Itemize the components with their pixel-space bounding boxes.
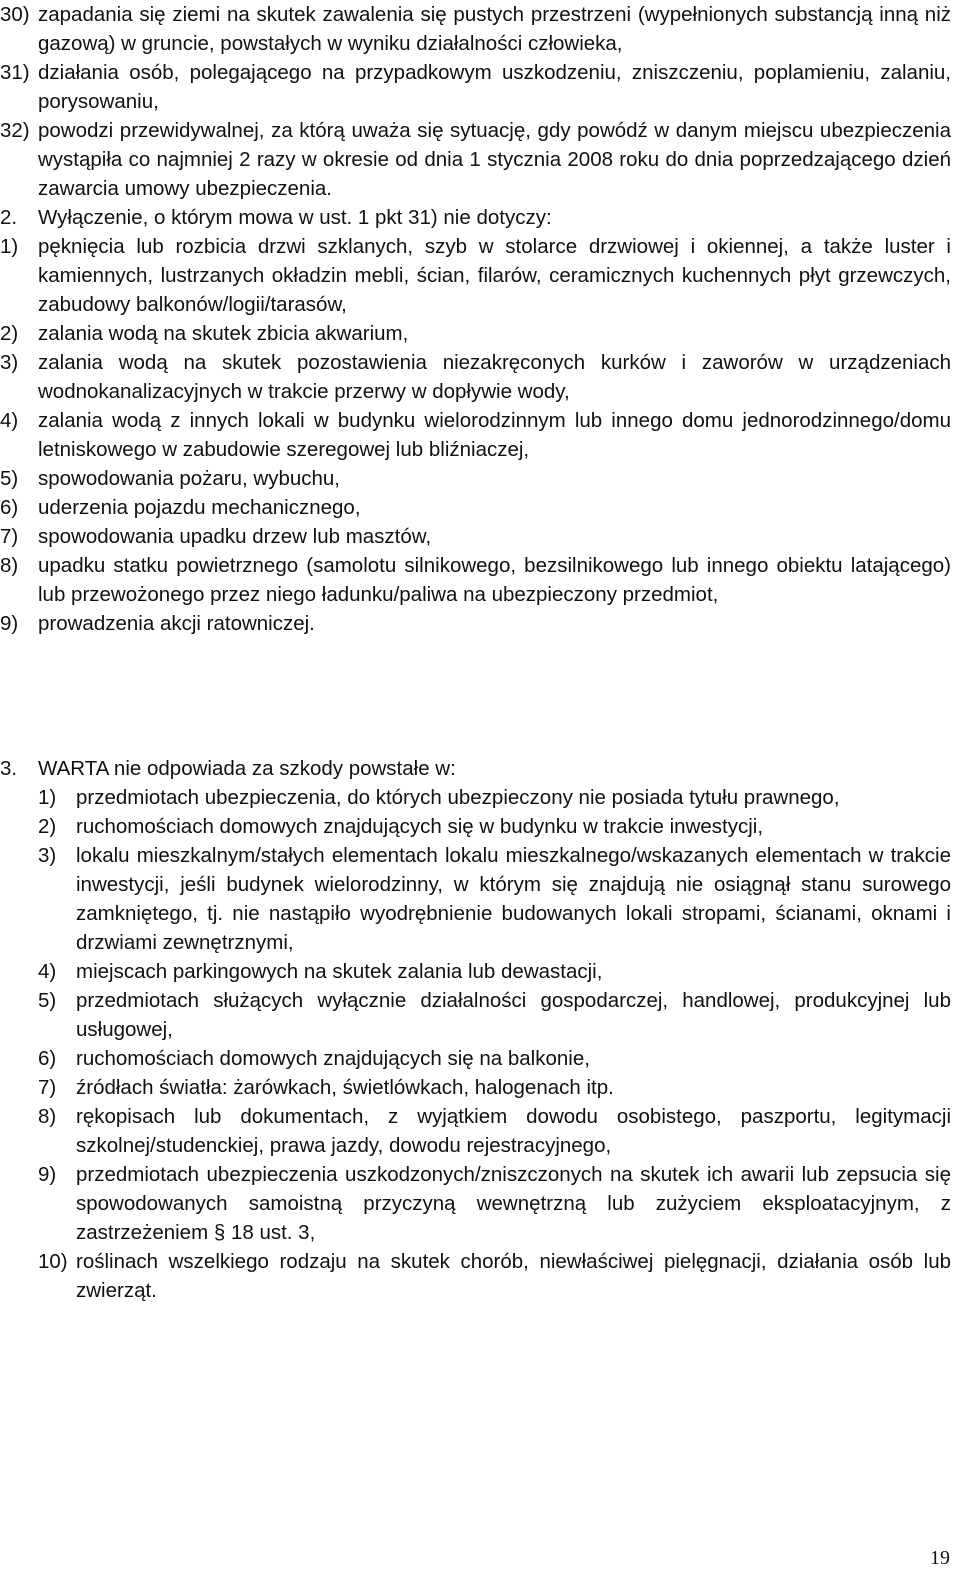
item-text: przedmiotach ubezpieczenia uszkodzonych/zniszczonych na skutek ich awarii lub zepsucia się spowodowanych samoistną przyczyną wewnętrzną lub zużyciem eksploatacyjnym, z zastrzeżeniem § 18 ust. 3,	[76, 1163, 951, 1244]
list-item	[38, 1073, 951, 1102]
item-number: 2)	[38, 815, 57, 838]
list-item	[38, 1044, 951, 1073]
item-number: 6)	[0, 496, 19, 519]
item-text: uderzenia pojazdu mechanicznego,	[38, 496, 361, 519]
list-item	[0, 116, 951, 203]
item-number: 32)	[0, 119, 30, 142]
item-number: 4)	[38, 960, 57, 983]
list-item	[38, 957, 951, 986]
list-item	[0, 522, 951, 551]
item-number: 6)	[38, 1047, 57, 1070]
item-text: ruchomościach domowych znajdujących się na balkonie,	[76, 1047, 590, 1070]
list-item	[0, 609, 951, 638]
list-item	[0, 406, 951, 464]
item-text: przedmiotach ubezpieczenia, do których ubezpieczony nie posiada tytułu prawnego,	[76, 786, 840, 809]
item-number: 2)	[0, 322, 19, 345]
item-number: 9)	[38, 1163, 57, 1186]
section-2-heading	[0, 203, 951, 232]
item-number: 7)	[38, 1076, 57, 1099]
section-3-heading	[0, 754, 951, 783]
item-text: zalania wodą na skutek pozostawienia niezakręconych kurków i zaworów w urządzeniach wodnokanalizacyjnych w trakcie przerwy w dopływie wody,	[38, 351, 951, 403]
list-item	[38, 783, 951, 812]
item-text: zalania wodą na skutek zbicia akwarium,	[38, 322, 409, 345]
item-text: powodzi przewidywalnej, za którą uważa się sytuację, gdy powódź w danym miejscu ubezpieczenia wystąpiła co najmniej 2 razy w okresie od dnia 1 stycznia 2008 roku do dnia poprzedzającego dzień zawarcia umowy ubezpieczenia.	[38, 119, 951, 200]
item-number: 5)	[0, 467, 19, 490]
page-number: 19	[930, 1547, 950, 1569]
item-text: prowadzenia akcji ratowniczej.	[38, 612, 315, 635]
item-number: 7)	[0, 525, 19, 548]
item-number: 4)	[0, 409, 19, 432]
item-number: 10)	[38, 1250, 68, 1273]
list-item	[0, 551, 951, 609]
clause-list-part1	[0, 0, 951, 638]
item-number: 3)	[38, 844, 57, 867]
item-text: lokalu mieszkalnym/stałych elementach lokalu mieszkalnego/wskazanych elementach w trakcie inwestycji, jeśli budynek wielorodzinny, w którym się znajdują nie osiągnął stanu surowego zamkniętego, tj. nie nastąpiło wyodrębnienie budowanych lokali stropami, ścianami, oknami i drzwiami zewnętrznymi,	[76, 844, 951, 954]
item-number: 3)	[0, 351, 19, 374]
item-text: rękopisach lub dokumentach, z wyjątkiem dowodu osobistego, paszportu, legitymacji szkolnej/studenckiej, prawa jazdy, dowodu rejestracyjnego,	[76, 1105, 951, 1157]
list-item	[0, 58, 951, 116]
list-item	[0, 493, 951, 522]
item-number: 5)	[38, 989, 57, 1012]
item-number: 9)	[0, 612, 19, 635]
item-text: spowodowania pożaru, wybuchu,	[38, 467, 340, 490]
list-item	[0, 464, 951, 493]
item-number: 1)	[0, 235, 19, 258]
clause-list-section3	[0, 754, 951, 1305]
item-text: zapadania się ziemi na skutek zawalenia się pustych przestrzeni (wypełnionych substancją inną niż gazową) w gruncie, powstałych w wyniku działalności człowieka,	[38, 3, 951, 55]
section-number: 3.	[0, 757, 18, 780]
list-item	[38, 1247, 951, 1305]
item-text: roślinach wszelkiego rodzaju na skutek chorób, niewłaściwej pielęgnacji, działania osób lub zwierząt.	[76, 1250, 951, 1302]
section-title: Wyłączenie, o którym mowa w ust. 1 pkt 31) nie dotyczy:	[38, 206, 552, 229]
item-text: ruchomościach domowych znajdujących się w budynku w trakcie inwestycji,	[76, 815, 764, 838]
list-item	[38, 841, 951, 957]
item-number: 31)	[0, 61, 30, 84]
item-text: działania osób, polegającego na przypadkowym uszkodzeniu, zniszczeniu, poplamieniu, zalaniu, porysowaniu,	[38, 61, 951, 113]
section-title: WARTA nie odpowiada za szkody powstałe w:	[38, 757, 456, 780]
item-text: upadku statku powietrznego (samolotu silnikowego, bezsilnikowego lub innego obiektu latającego) lub przewożonego przez niego ładunku/paliwa na ubezpieczony przedmiot,	[38, 554, 951, 606]
list-item	[38, 986, 951, 1044]
list-item	[0, 348, 951, 406]
list-item	[0, 0, 951, 58]
list-item	[38, 1160, 951, 1247]
list-item	[38, 812, 951, 841]
item-text: miejscach parkingowych na skutek zalania lub dewastacji,	[76, 960, 603, 983]
item-text: źródłach światła: żarówkach, świetlówkach, halogenach itp.	[76, 1076, 614, 1099]
item-text: pęknięcia lub rozbicia drzwi szklanych, szyb w stolarce drzwiowej i okiennej, a także luster i kamiennych, lustrzanych okładzin mebli, ścian, filarów, ceramicznych kuchennych płyt grzewczych, zabudowy balkonów/logii/tarasów,	[38, 235, 951, 316]
item-text: przedmiotach służących wyłącznie działalności gospodarczej, handlowej, produkcyjnej lub usługowej,	[76, 989, 951, 1041]
item-text: zalania wodą z innych lokali w budynku wielorodzinnym lub innego domu jednorodzinnego/domu letniskowego w zabudowie szeregowej lub bliźniaczej,	[38, 409, 951, 461]
item-number: 1)	[38, 786, 57, 809]
item-number: 30)	[0, 3, 30, 26]
item-number: 8)	[38, 1105, 57, 1128]
list-item	[38, 1102, 951, 1160]
item-number: 8)	[0, 554, 19, 577]
list-item	[0, 319, 951, 348]
item-text: spowodowania upadku drzew lub masztów,	[38, 525, 432, 548]
section-number: 2.	[0, 206, 18, 229]
list-item	[0, 232, 951, 319]
